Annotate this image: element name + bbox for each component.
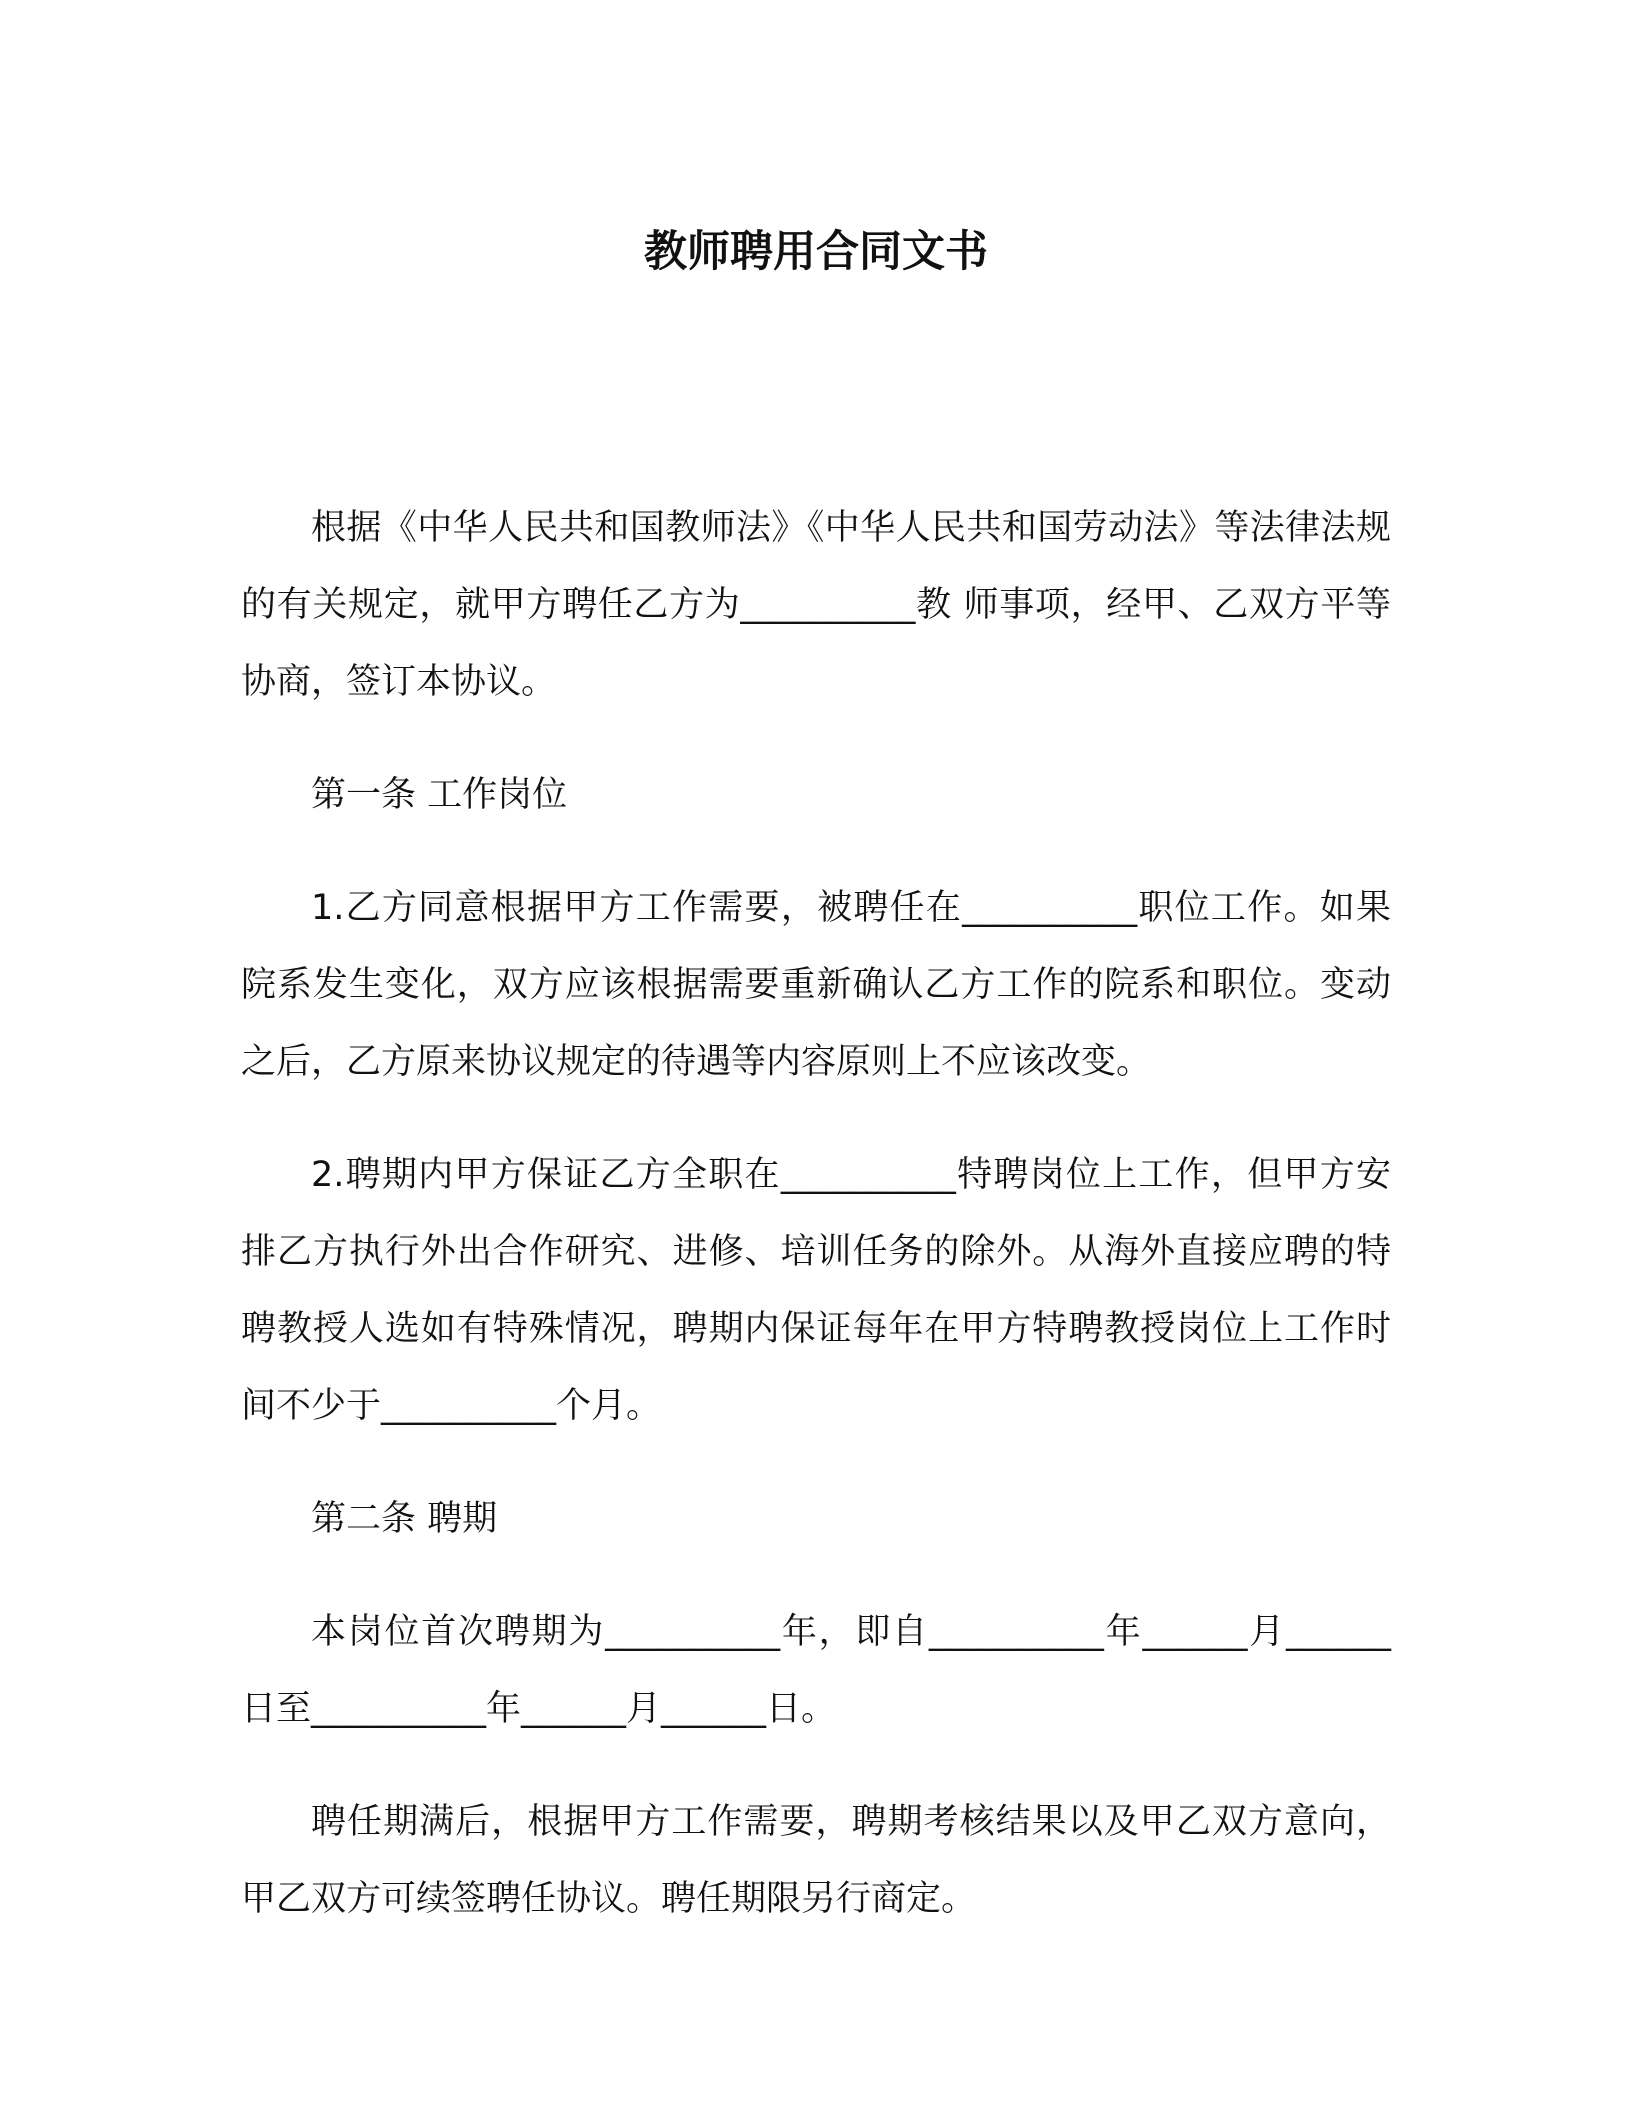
document-body xyxy=(241,490,1391,1974)
article-2-renewal-paragraph: 聘任期满后，根据甲方工作需要，聘期考核结果以及甲乙双方意向，甲乙双方可续签聘任协议。聘任期限另行商定。 xyxy=(241,1802,1391,1919)
article-1-heading: 第一条 工作岗位 xyxy=(311,775,568,815)
article-2-heading: 第二条 聘期 xyxy=(311,1499,498,1539)
intro-paragraph: 根据《中华人民共和国教师法》《中华人民共和国劳动法》等法律法规的有关规定，就甲方聘任乙方为__________教 师事项，经甲、乙双方平等协商，签订本协议。 xyxy=(241,508,1391,702)
article-2-term-paragraph: 本岗位首次聘期为__________年，即自__________年______月______日至__________年______月______日。 xyxy=(241,1612,1391,1729)
document-title: 教师聘用合同文书 xyxy=(644,227,988,277)
article-1-clause-1: 1.乙方同意根据甲方工作需要，被聘任在__________职位工作。如果院系发生变化，双方应该根据需要重新确认乙方工作的院系和职位。变动之后，乙方原来协议规定的待遇等内容原则上不应该改变。 xyxy=(241,888,1391,1082)
article-1-clause-2: 2.聘期内甲方保证乙方全职在__________特聘岗位上工作，但甲方安排乙方执行外出合作研究、进修、培训任务的除外。从海外直接应聘的特聘教授人选如有特殊情况，聘期内保证每年在甲方特聘教授岗位上工作时间不少于__________个月。 xyxy=(241,1155,1391,1426)
